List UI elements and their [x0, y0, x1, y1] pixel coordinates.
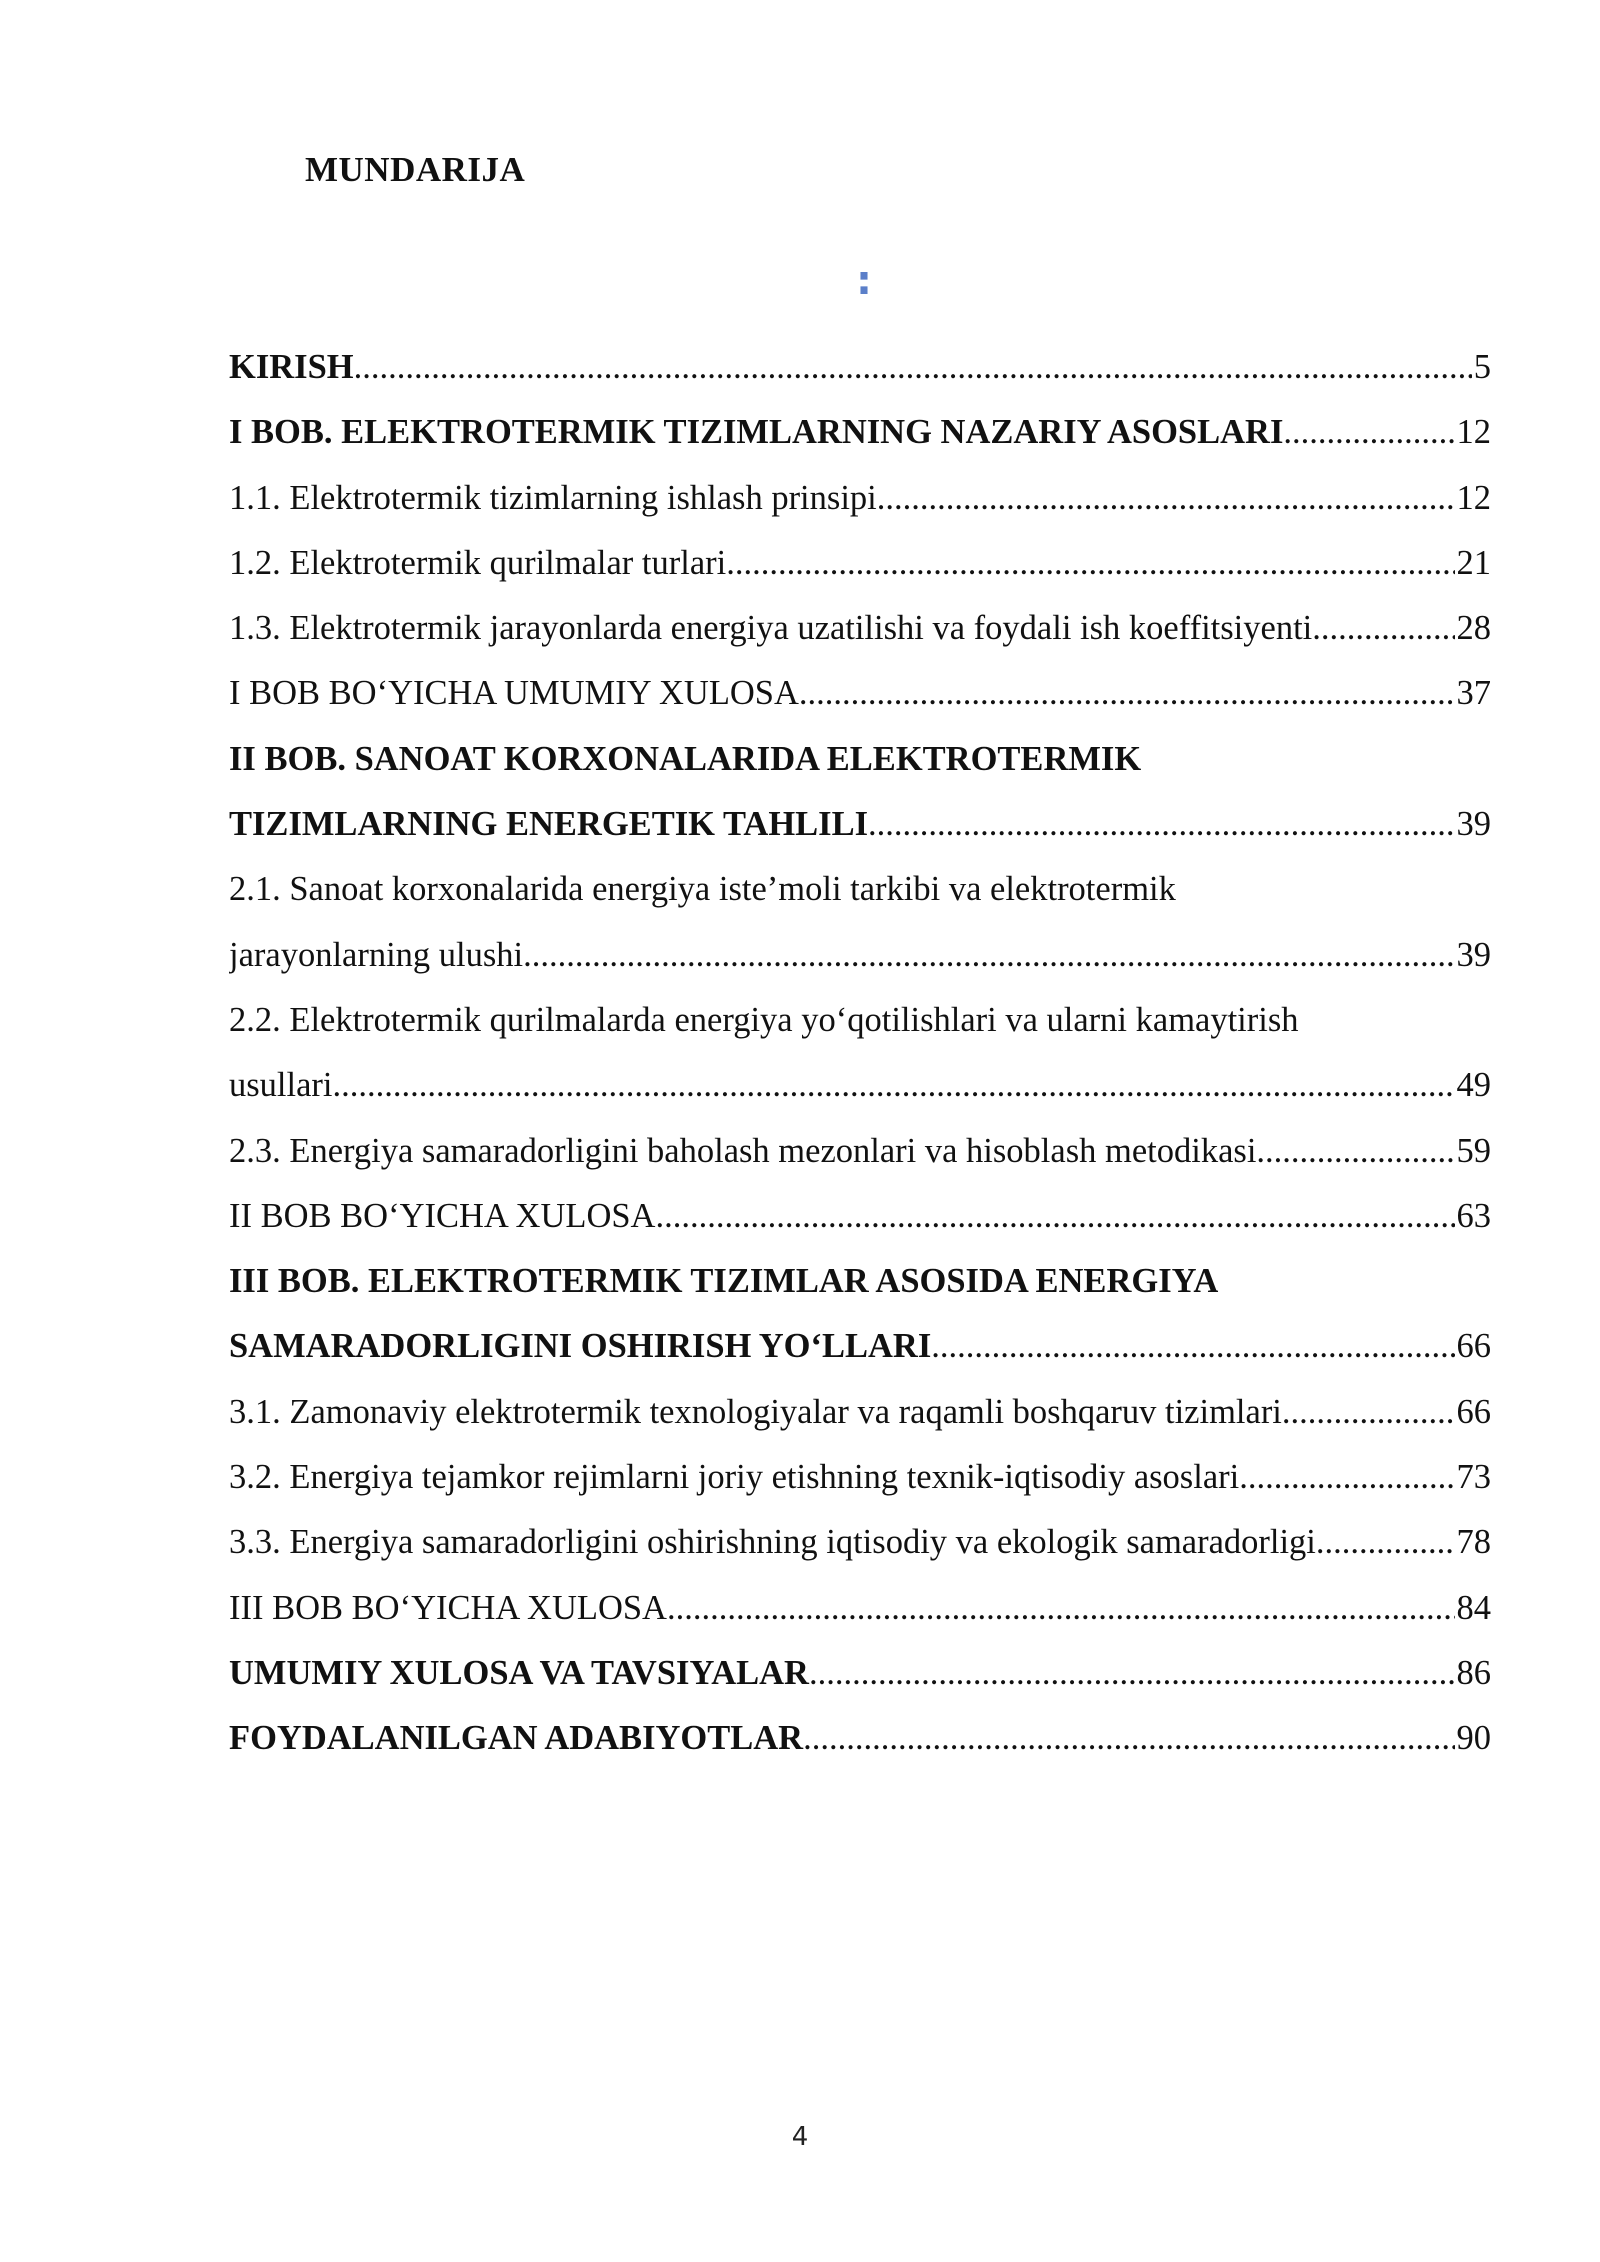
toc-entry[interactable]	[229, 792, 1491, 857]
toc-entry-title: 1.2. Elektrotermik qurilmalar turlari	[229, 543, 727, 582]
toc-entry-title: 2.3. Energiya samaradorligini baholash mezonlari va hisoblash metodikasi	[229, 1131, 1257, 1170]
toc-entry-title: II BOB BO‘YICHA XULOSA	[229, 1196, 656, 1235]
dot-leader	[726, 531, 1454, 596]
dot-leader	[1256, 1119, 1454, 1184]
dot-leader	[931, 1314, 1454, 1379]
toc-entry[interactable]	[229, 1380, 1491, 1445]
toc-entry[interactable]	[229, 1314, 1491, 1379]
toc-entry-title: 1.3. Elektrotermik jarayonlarda energiya uzatilishi va foydali ish koeffitsiyenti	[229, 609, 1313, 648]
toc-page-number: 78	[1456, 1523, 1491, 1562]
toc-entry-title: UMUMIY XULOSA VA TAVSIYALAR	[229, 1653, 809, 1692]
toc-page-number: 12	[1456, 413, 1491, 452]
dot-leader	[523, 923, 1454, 988]
toc-entry-title: III BOB. ELEKTROTERMIK TIZIMLAR ASOSIDA ENERGIYA	[229, 1262, 1219, 1301]
dot-leader	[1283, 400, 1454, 465]
toc-entry-title: jarayonlarning ulushi	[229, 935, 524, 974]
toc-entry[interactable]	[229, 988, 1491, 1053]
dot-leader	[667, 1576, 1455, 1641]
dot-leader	[655, 1184, 1454, 1249]
dot-leader	[809, 1641, 1455, 1706]
table-of-contents	[229, 335, 1491, 1772]
toc-entry-title: I BOB BO‘YICHA UMUMIY XULOSA	[229, 674, 799, 713]
toc-entry-title: I BOB. ELEKTROTERMIK TIZIMLARNING NAZARIY ASOSLARI	[229, 413, 1284, 452]
toc-page-number: 21	[1456, 543, 1491, 582]
toc-entry[interactable]	[229, 400, 1491, 465]
toc-entry[interactable]	[229, 466, 1491, 531]
toc-page-number: 39	[1456, 935, 1491, 974]
dot-leader	[799, 661, 1455, 726]
toc-page-number: 63	[1456, 1196, 1491, 1235]
toc-entry[interactable]	[229, 1053, 1491, 1118]
toc-entry[interactable]	[229, 1576, 1491, 1641]
colon-mark: :	[856, 258, 872, 304]
toc-entry[interactable]	[229, 923, 1491, 988]
toc-page-number: 28	[1456, 609, 1491, 648]
toc-entry-title: 3.2. Energiya tejamkor rejimlarni joriy etishning texnik-iqtisodiy asoslari	[229, 1458, 1240, 1497]
toc-entry[interactable]	[229, 1510, 1491, 1575]
dot-leader	[332, 1053, 1454, 1118]
dot-leader	[1316, 1510, 1455, 1575]
toc-entry[interactable]	[229, 596, 1491, 661]
dot-leader	[354, 335, 1472, 400]
toc-entry[interactable]	[229, 727, 1491, 792]
toc-entry-title: 2.2. Elektrotermik qurilmalarda energiya yo‘qotilishlari va ularni kamaytirish	[229, 1000, 1299, 1039]
toc-entry[interactable]	[229, 1119, 1491, 1184]
toc-page-number: 59	[1456, 1131, 1491, 1170]
toc-page-number: 73	[1456, 1458, 1491, 1497]
toc-entry-title: 1.1. Elektrotermik tizimlarning ishlash prinsipi	[229, 478, 877, 517]
dot-leader	[803, 1706, 1454, 1771]
toc-page-number: 84	[1456, 1588, 1491, 1627]
toc-entry-title: III BOB BO‘YICHA XULOSA	[229, 1588, 667, 1627]
toc-entry-title: 3.1. Zamonaviy elektrotermik texnologiyalar va raqamli boshqaruv tizimlari	[229, 1392, 1282, 1431]
dot-leader	[1312, 596, 1454, 661]
toc-entry-title: SAMARADORLIGINI OSHIRISH YO‘LLARI	[229, 1327, 932, 1366]
dot-leader	[1239, 1445, 1454, 1510]
toc-page-number: 66	[1456, 1392, 1491, 1431]
toc-page-number: 86	[1456, 1653, 1491, 1692]
toc-entry[interactable]	[229, 1445, 1491, 1510]
toc-entry[interactable]	[229, 531, 1491, 596]
toc-entry-title: 2.1. Sanoat korxonalarida energiya iste’moli tarkibi va elektrotermik	[229, 870, 1176, 909]
toc-entry-title: II BOB. SANOAT KORXONALARIDA ELEKTROTERMIK	[229, 739, 1142, 778]
toc-entry[interactable]	[229, 1249, 1491, 1314]
toc-page-number: 5	[1473, 348, 1491, 386]
toc-entry[interactable]	[229, 661, 1491, 726]
toc-page-number: 49	[1456, 1066, 1491, 1105]
toc-page-number: 37	[1456, 674, 1491, 713]
dot-leader	[868, 792, 1454, 857]
toc-entry-title: KIRISH	[229, 348, 354, 386]
toc-page-number: 39	[1456, 805, 1491, 844]
toc-entry[interactable]	[229, 335, 1491, 400]
page-number: 4	[791, 2122, 809, 2152]
toc-page-number: 66	[1456, 1327, 1491, 1366]
dot-leader	[877, 466, 1455, 531]
toc-entry[interactable]	[229, 1184, 1491, 1249]
toc-page-number: 90	[1456, 1719, 1491, 1758]
toc-entry[interactable]	[229, 1706, 1491, 1771]
toc-entry[interactable]	[229, 1641, 1491, 1706]
toc-entry-title: 3.3. Energiya samaradorligini oshirishning iqtisodiy va ekologik samaradorligi	[229, 1523, 1316, 1562]
toc-entry-title: FOYDALANILGAN ADABIYOTLAR	[229, 1719, 804, 1758]
toc-entry[interactable]	[229, 857, 1491, 922]
page-title: MUNDARIJA	[305, 150, 526, 189]
toc-entry-title: TIZIMLARNING ENERGETIK TAHLILI	[229, 805, 869, 844]
toc-entry-title: usullari	[229, 1066, 333, 1105]
dot-leader	[1282, 1380, 1455, 1445]
toc-page-number: 12	[1456, 478, 1491, 517]
